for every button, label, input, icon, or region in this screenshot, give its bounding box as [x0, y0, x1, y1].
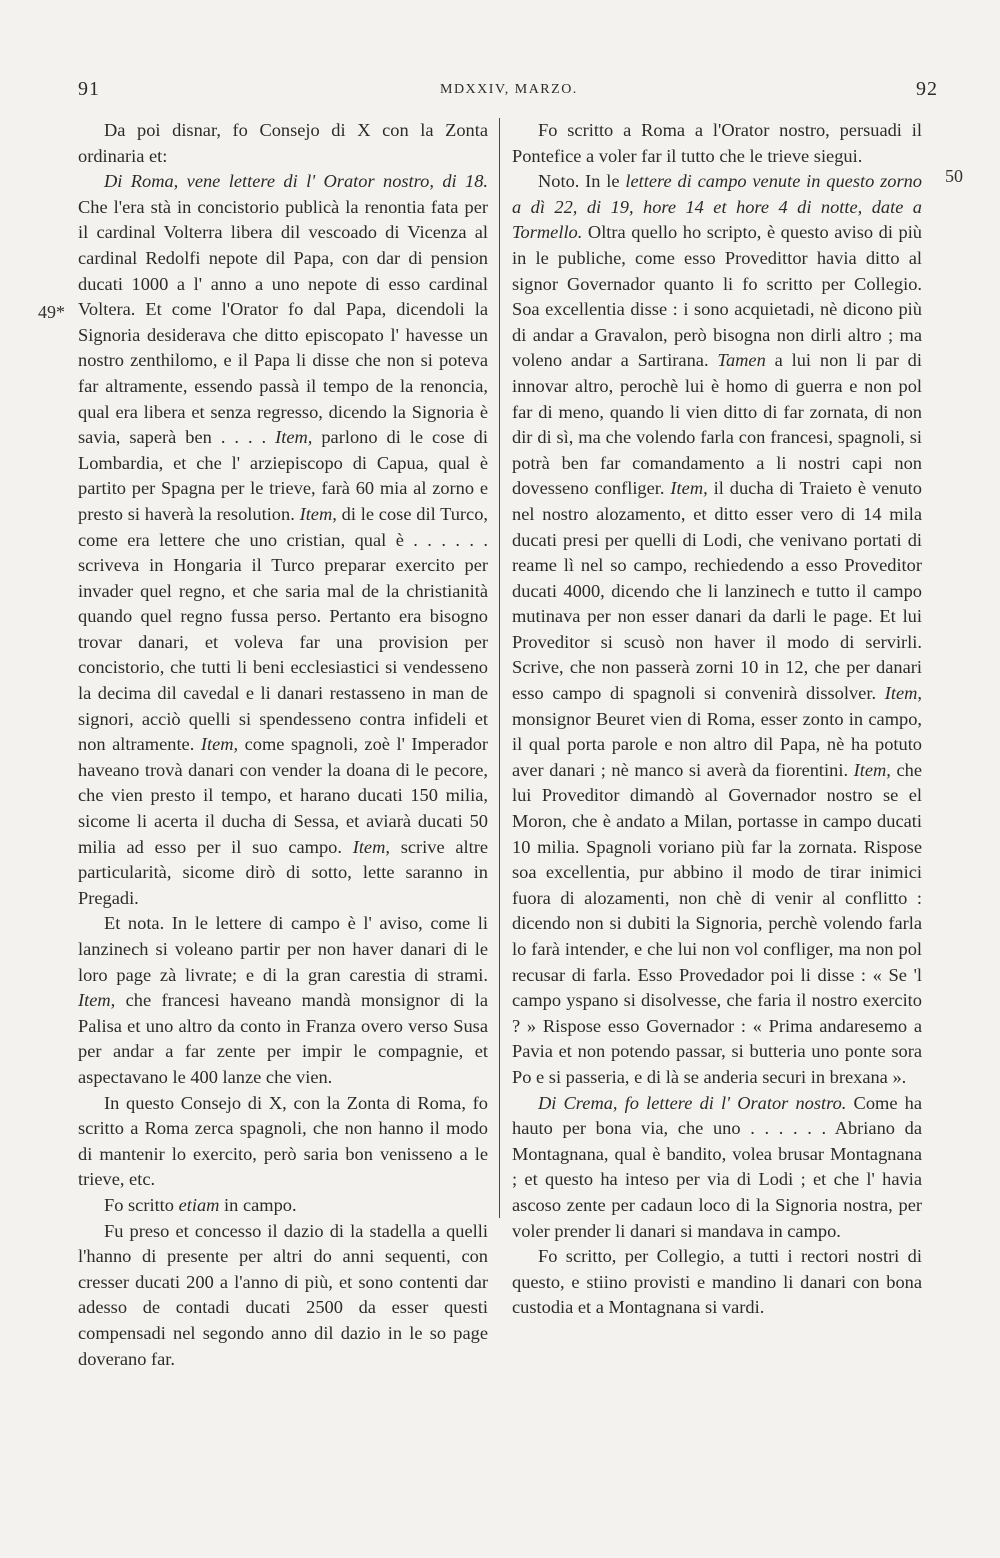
paragraph-text: parlono di le cose di Lombardia, et che l' arziepiscopo di Capua, qual è partito per Spagna per le trieve, farà 60 mia al zorno e presto si haverà la resolution. — [78, 427, 488, 524]
paragraph-text: Come ha hauto per bona via, che uno . . . . . . Abriano da Montagnana, qual è bandito, volea brusar Montagnana ; et questo ha inteso per via di Lodi ; et che l' havia ascoso zente per cadaun loco di la Signoria nostra, per voler prender li danari si mandava in campo. — [512, 1092, 922, 1241]
item-label: Item, — [352, 836, 390, 857]
item-label: Item, — [884, 683, 922, 704]
column-divider — [499, 118, 500, 1218]
right-column — [512, 118, 922, 1321]
item-label: Item, — [78, 990, 116, 1011]
paragraph-text: scrive altre particularità, sicome dirò di sotto, lette saranno in Pregadi. — [78, 836, 488, 908]
paragraph-text: che lui Proveditor dimandò al Governador nostro se el Moron, che è andato a Milan, portasse in campo ducati 10 milia. Spagnoli voriano più far la zornata. Rispose soa excellentia, pur abbino il modo de tirar inimici fuora di alozamenti, non chè di venir al conflitto : dicendo non si dubiti la Signoria, perchè volendo farla lo farà intender, e che lui non vol confliger, ma non pol recusar di farla. Esso Provedador poi li disse : « Se 'l campo yspano si disolvesse, che faria il nostro exercito ? » Rispose esso Governador : « Prima andaresemo a Pavia et non potendo passar, si butteria uno ponte sora Po e si passeria, e di là se anderia securi in brexana ». — [512, 759, 922, 1087]
paragraph-text: di le cose dil Turco, come era lettere che uno cristian, qual è . . . . . . scriveva in Hongaria il Turco preparar exercito per invader quel regno, et che saria mal de la christianità quando quel regno fussa perso. Pertanto era bisogno trovar danari, et voleva far una provision per concistorio, che tutti li beni ecclesiastici si vendesseno la decima dil cavedal e li danari restasseno in man de signori, acciò quelli si spendesseno contra infideli et non altramente. — [78, 503, 488, 755]
paragraph-text: Et nota. In le lettere di campo è l' aviso, come li lanzinech si voleano partir per non haver danari di le loro page zà livrate; e di la gran carestia di strami. — [78, 913, 488, 985]
paragraph-text: Fo scritto — [104, 1194, 179, 1215]
paragraph — [78, 1219, 488, 1373]
page-header — [78, 78, 938, 108]
paragraph — [78, 118, 488, 169]
paragraph-text: monsignor Beuret vien di Roma, esser zonto in campo, il qual porta parole e non altro dil Papa, nè ha potuto aver danari ; nè manco si averà da fiorentini. — [512, 708, 922, 780]
paragraph-text: il ducha di Traieto è venuto nel nostro alozamento, et ditto esser vero di 14 mila ducati presi per quelli di Lodi, che venivano portati di reame lì nel so campo, rechiedendo a esso Proveditor ducati 4000, dicendo che li lanzinech e tutto il campo mutinava per non esser danari da darli le page. Et lui Proveditor si scusò non haver il modo di servirli. Scrive, che non passerà zorni 10 in 12, che per danari esso campo di spagnoli si convenirà dissolver. — [512, 478, 922, 704]
italic-word: Tamen — [717, 350, 766, 371]
paragraph — [512, 1244, 922, 1321]
paragraph — [78, 1193, 488, 1219]
paragraph-text: Che l'era stà in concistorio publicà la renontia fata per il cardinal Volterra libera dil vescoado di Vicenza al cardinal Redolfi nepote dil Papa, con dar di pension ducati 1000 a l' anno a uno nepote di esso cardinal Voltera. Et come l'Orator fo dal Papa, dicendoli la Signoria desiderava che ditto episcopato l' havesse un nostro zenthilomo, e il Papa li disse che non si poteva far altramente, essendo passà il tempo de la renoncia, qual era libera et senza regresso, dicendo la Signoria è savia, saperà ben . . . . — [78, 196, 488, 448]
left-column — [78, 118, 488, 1372]
item-label: Item, — [853, 759, 891, 780]
paragraph-text: In questo Consejo di X, con la Zonta di Roma, fo scritto a Roma zerca spagnoli, che non hanno il modo di mantenir lo exercito, però saria bon venisseno a le trieve, etc. — [78, 1092, 488, 1190]
item-label: Item, — [275, 427, 313, 448]
paragraph-italic: Di Roma, vene lettere di l' Orator nostro, di 18. — [104, 171, 488, 192]
paragraph — [512, 169, 922, 1090]
paragraph-text: Noto. In le — [538, 171, 626, 192]
paragraph-text: Fu preso et concesso il dazio di la stadella a quelli l'hanno di presente per altri do anni sequenti, con cresser ducati 200 a l'anno di più, et sono contenti dar adesso de contadi ducati 2500 da esser questi compensadi nel segondo anno dil dazio in le so page doverano far. — [78, 1220, 488, 1369]
item-label: Item, — [670, 478, 708, 499]
paragraph-text: a lui non li par di innovar altro, perochè lui è homo di guerra e non pol far di meno, quando li vien ditto di far zornata, di non dir di sì, ma che volendo farla con francesi, spagnoli, si potrà ben far comandamento a li nostri capi non dovesseno confliger. — [512, 350, 922, 499]
paragraph — [512, 1091, 922, 1245]
paragraph-italic: lettere di campo venute in questo zorno a dì 22, di 19, hore 14 et hore 4 di notte, date a Tormello. — [512, 171, 923, 243]
paragraph-text: Da poi disnar, fo Consejo di X con la Zonta ordinaria et: — [78, 120, 488, 166]
italic-word: etiam — [178, 1194, 220, 1215]
paragraph-italic: Di Crema, fo lettere di l' Orator nostro. — [538, 1092, 847, 1113]
running-title: MDXXIV, MARZO. — [440, 82, 578, 97]
item-label: Item, — [200, 734, 239, 755]
paragraph — [78, 911, 488, 1090]
paragraph-text: Oltra quello ho scripto, è questo aviso di più in le publiche, come esso Provedittor havia ditto al signor Governador quanto li fo scritto per Collegio. Soa excellentia disse : i sono acquietadi, nè dicono più di andar a Gravalon, però bisogna non dirli altro ; ma voleno andar a Sartirana. — [512, 222, 922, 371]
item-label: Item, — [299, 503, 337, 524]
page-number-right: 92 — [916, 78, 938, 100]
margin-note-left: 49* — [38, 302, 65, 322]
paragraph — [512, 118, 922, 169]
paragraph — [78, 1091, 488, 1193]
paragraph-text: Fo scritto, per Collegio, a tutti i rectori nostri di questo, e stiino provisti e mandino li danari con bona custodia et a Montagnana si vardi. — [512, 1246, 922, 1318]
paragraph-text: in campo. — [219, 1194, 297, 1215]
margin-note-right: 50 — [945, 166, 963, 186]
paragraph-text: che francesi haveano mandà monsignor di la Palisa et uno altro da conto in Franza overo verso Susa per andar a far zente per impir le compagnie, et aspectavano le 400 lanze che vien. — [78, 990, 488, 1087]
paragraph-text: Fo scritto a Roma a l'Orator nostro, persuadi il Pontefice a voler far il tutto che le trieve siegui. — [512, 120, 922, 166]
paragraph-text: come spagnoli, zoè l' Imperador haveano trovà danari con vender la doana di le pecore, che vien presto il tempo, et harano ducati 150 milia, sicome li acerta il ducha di Sessa, et aviarà ducati 50 milia ad esso per il suo campo. — [78, 734, 489, 857]
page-number-left: 91 — [78, 78, 100, 100]
paragraph — [78, 169, 488, 911]
